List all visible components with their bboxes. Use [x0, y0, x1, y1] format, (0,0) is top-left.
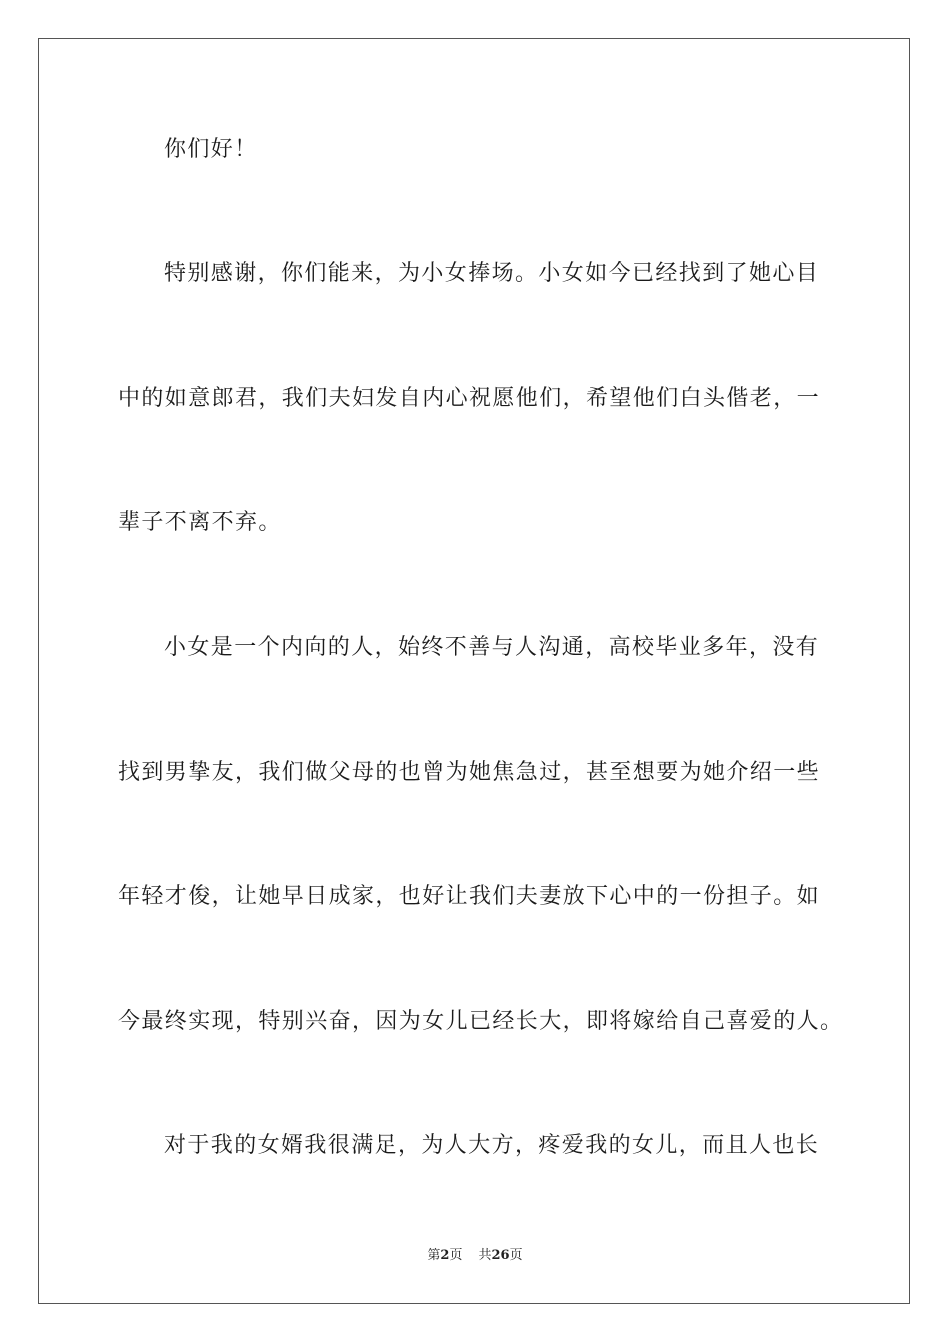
total-pages: 26 [491, 1248, 510, 1263]
page-suffix: 页 [449, 1248, 463, 1263]
paragraph-line: 中的如意郎君，我们夫妇发自内心祝愿他们，希望他们白头偕老，一 [118, 386, 821, 411]
paragraph-line: 小女是一个内向的人，始终不善与人沟通，高校毕业多年，没有 [164, 635, 820, 660]
paragraph-line: 辈子不离不弃。 [118, 510, 282, 535]
paragraph-line: 找到男挚友，我们做父母的也曾为她焦急过，甚至想要为她介绍一些 [118, 760, 821, 785]
paragraph-line: 年轻才俊，让她早日成家，也好让我们夫妻放下心中的一份担子。如 [118, 884, 821, 909]
paragraph-line: 今最终实现，特别兴奋，因为女儿已经长大，即将嫁给自己喜爱的人。 [118, 1009, 844, 1034]
page-footer [0, 1247, 950, 1265]
page-frame [38, 38, 910, 1304]
total-suffix: 页 [509, 1248, 523, 1263]
paragraph-greeting: 你们好！ [164, 137, 258, 162]
page-prefix: 第 [427, 1248, 441, 1263]
total-prefix: 共 [478, 1248, 492, 1263]
page-number: 2 [440, 1248, 450, 1263]
paragraph-line: 特别感谢，你们能来，为小女捧场。小女如今已经找到了她心目 [164, 261, 820, 286]
paragraph-line: 对于我的女婿我很满足，为人大方，疼爱我的女儿，而且人也长 [164, 1133, 820, 1158]
